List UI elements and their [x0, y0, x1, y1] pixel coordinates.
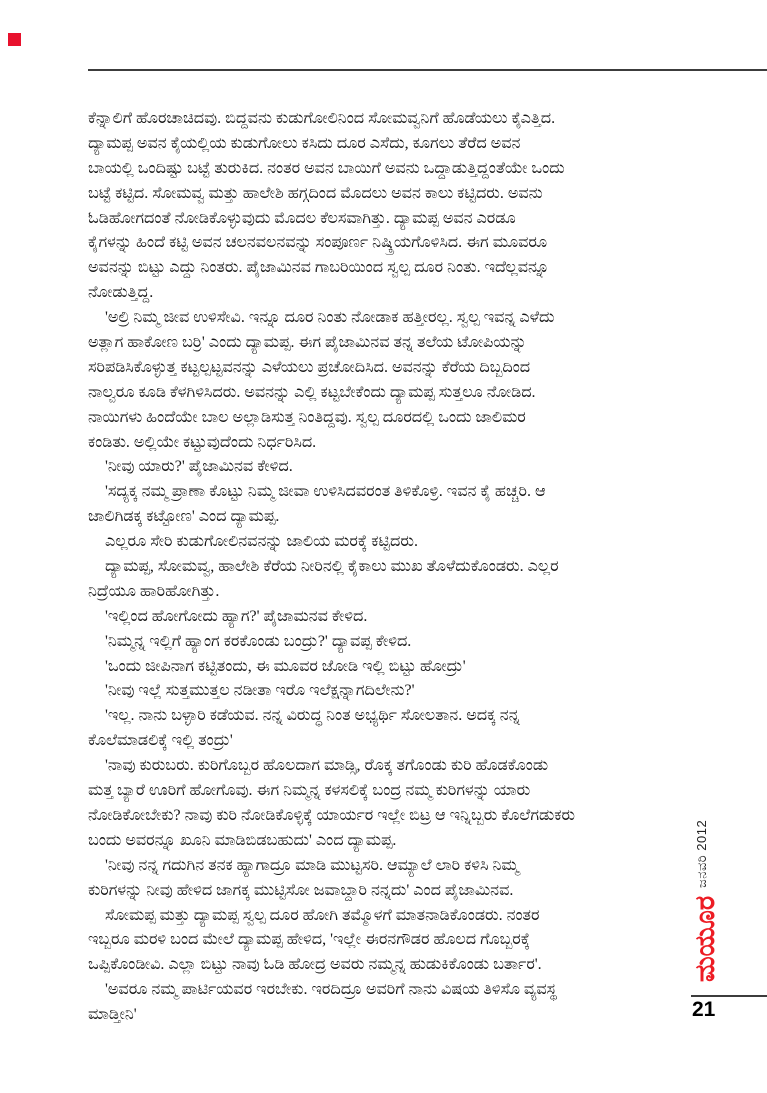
- text-line: ಅವನನ್ನು ಬಿಟ್ಟು ಎದ್ದು ನಿಂತರು. ಪೈಜಾಮಿನವ ಗಾಬರಿಯಿಂದ ಸ್ವಲ್ಪ ದೂರ ನಿಂತು. ಇದೆಲ್ಲವನ್ನೂ: [88, 259, 550, 277]
- text-line: ನಾಲ್ವರೂ ಕೂಡಿ ಕೆಳಗಿಳಿಸಿದರು. ಅವನನ್ನು ಎಲ್ಲಿ ಕಟ್ಟಬೇಕೆಂದು ದ್ಯಾಮಪ್ಪ ಸುತ್ತಲೂ ನೋಡಿದ.: [88, 383, 536, 401]
- text-line: 'ಸದ್ಯಕ್ಕ ನಮ್ಮ ಪ್ರಾಣಾ ಕೊಟ್ಟು ನಿಮ್ಮ ಜೀವಾ ಉಳಿಸಿದವರಂತ ತಿಳಿಕೊಳ್ರಿ. ಇವನ ಕೈ ಹಚ್ಚರಿ. ಆ: [105, 483, 546, 501]
- text-line: 'ಅವರೂ ನಮ್ಮ ಪಾರ್ಟಿಯವರ ಇರಬೇಕು. ಇರದಿದ್ರೂ ಅವರಿಗೆ ನಾನು ವಿಷಯ ತಿಳಿಸೊ ವ್ಯವಸ್ಥ: [105, 981, 557, 999]
- text-line: ಸರಿಪಡಿಸಿಕೊಳ್ಳುತ್ತ ಕಟ್ಟಲ್ಪಟ್ಟವನನ್ನು ಎಳೆಯಲು ಪ್ರಚೋದಿಸಿದ. ಅವನನ್ನು ಕೆರೆಯ ದಿಬ್ಬದಿಂದ: [88, 358, 531, 376]
- footer-divider-rule: [691, 995, 767, 997]
- text-line: ಸೋಮಪ್ಪ ಮತ್ತು ದ್ಯಾಮಪ್ಪ ಸ್ವಲ್ಪ ದೂರ ಹೋಗಿ ತಮ್ಮೊಳಗೆ ಮಾತನಾಡಿಕೊಂಡರು. ನಂತರ: [105, 906, 540, 924]
- text-line: 'ಇಲ್ಲಿಂದ ಹೋಗೋದು ಹ್ಯಾಗ?' ಪೈಜಾಮನವ ಕೇಳಿದ.: [105, 607, 368, 625]
- text-line: ನೋಡಿಕೋಬೇಕು? ನಾವು ಕುರಿ ನೋಡಿಕೊಳ್ಳಿಕ್ಕೆ ಯಾರ್ಯರ ಇಲ್ಲೇ ಬಿಟ್ರ ಆ ಇನ್ನಿಬ್ಬರು ಕೊಲೆಗಡುಕರು: [88, 806, 576, 824]
- text-line: 'ಅಲ್ರಿ ನಿಮ್ಮ ಜೀವ ಉಳಿಸೇವಿ. ಇನ್ನೂ ದೂರ ನಿಂತು ನೋಡಾಕ ಹತ್ತೀರಲ್ಲ. ಸ್ವಲ್ಪ ಇವನ್ನ ಎಳೆದು: [105, 309, 555, 327]
- magazine-title-vertical: ಮಯೂರ: [690, 895, 720, 982]
- top-divider-rule: [88, 69, 767, 71]
- text-line: ಅತ್ಲಾಗ ಹಾಕೋಣ ಬರ್ರಿ' ಎಂದು ದ್ಯಾಮಪ್ಪ. ಈಗ ಪೈಜಾಮಿನವ ತನ್ನ ತಲೆಯ ಟೋಪಿಯನ್ನು: [88, 334, 527, 352]
- text-line: ದ್ಯಾಮಪ್ಪ ಅವನ ಕೈಯಲ್ಲಿಯ ಕುಡುಗೋಲು ಕಸಿದು ದೂರ ಎಸೆದು, ಕೂಗಲು ತೆರೆದ ಅವನ: [88, 134, 521, 152]
- text-line: ಕೆನ್ನಾಲಿಗೆ ಹೊರಚಾಚಿದವು. ಬಿದ್ದವನು ಕುಡುಗೋಲಿನಿಂದ ಸೋಮವ್ವನಿಗೆ ಹೊಡೆಯಲು ಕೈಎತ್ತಿದ.: [88, 110, 556, 127]
- text-line: ಕೊಲೆಮಾಡಲಿಕ್ಕೆ ಇಲ್ಲಿ ತಂದ್ರು': [88, 732, 233, 750]
- text-line: 'ನೀವು ನನ್ನ ಗದುಗಿನ ತನಕ ಹ್ಯಾಗಾದ್ರೂ ಮಾಡಿ ಮುಟ್ಟಸರಿ. ಆಮ್ಯಾಲೆ ಲಾರಿ ಕಳಿಸಿ ನಿಮ್ಮ: [105, 856, 519, 874]
- text-line: ಕಂಡಿತು. ಅಲ್ಲಿಯೇ ಕಟ್ಟುವುದೆಂದು ನಿರ್ಧರಿಸಿದ.: [88, 433, 317, 451]
- text-line: 'ನಾವು ಕುರುಬರು. ಕುರಿಗೊಬ್ಬರ ಹೊಲದಾಗ ಮಾಡ್ಸಿ, ರೊಕ್ಕ ತಗೊಂಡು ಕುರಿ ಹೊಡಕೊಂಡು: [105, 757, 549, 775]
- text-line: ಮಾಡ್ತೀನಿ': [88, 1006, 137, 1024]
- text-line: ಬಂದು ಅವರನ್ನೂ ಖೂನಿ ಮಾಡಿಬಿಡಬಹುದು' ಎಂದ ದ್ಯಾಮಪ್ಪ.: [88, 831, 397, 849]
- text-line: 'ನಿಮ್ಮನ್ನ ಇಲ್ಲಿಗೆ ಹ್ಯಾಂಗ ಕರಕೊಂಡು ಬಂದ್ರು?' ದ್ಯಾವಪ್ಪ ಕೇಳಿದ.: [105, 632, 412, 650]
- text-line: ಜಾಲಿಗಿಡಕ್ಕ ಕಟ್ಟೋಣ' ಎಂದ ದ್ಯಾಮಪ್ಪ.: [88, 508, 280, 526]
- text-line: ನಾಯಿಗಳು ಹಿಂದೆಯೇ ಬಾಲ ಅಲ್ಲಾಡಿಸುತ್ತ ನಿಂತಿದ್ದವು. ಸ್ವಲ್ಪ ದೂರದಲ್ಲಿ ಒಂದು ಜಾಲಿಮರ: [88, 408, 526, 426]
- red-square-marker: [8, 33, 21, 46]
- text-line: ಬಾಯಲ್ಲಿ ಒಂದಿಷ್ಟು ಬಟ್ಟೆ ತುರುಕಿದ. ನಂತರ ಅವನ ಬಾಯಿಗೆ ಅವನು ಒದ್ದಾಡುತ್ತಿದ್ದಂತೆಯೇ ಒಂದು: [88, 159, 565, 177]
- text-line: 'ಒಂದು ಜೀಪಿನಾಗ ಕಟ್ಟಿತಂದು, ಈ ಮೂವರ ಜೋಡಿ ಇಲ್ಲಿ ಬಿಟ್ಟು ಹೋದ್ರು': [105, 657, 466, 675]
- text-line: ಬಟ್ಟೆ ಕಟ್ಟಿದ. ಸೋಮವ್ವ ಮತ್ತು ಹಾಲೇಶಿ ಹಗ್ಗದಿಂದ ಮೊದಲು ಅವನ ಕಾಲು ಕಟ್ಟಿದರು. ಅವನು: [88, 184, 543, 202]
- text-line: 'ನೀವು ಇಲ್ಲೆ ಸುತ್ತಮುತ್ತಲ ನಡೀತಾ ಇರೊ ಇಲೆಕ್ಷನ್ನಾಗದಿಲೇನು?': [105, 682, 415, 700]
- text-line: ದ್ಯಾಮಪ್ಪ, ಸೋಮವ್ವ, ಹಾಲೇಶಿ ಕೆರೆಯ ನೀರಿನಲ್ಲಿ ಕೈಕಾಲು ಮುಖ ತೊಳೆದುಕೊಂಡರು. ಎಲ್ಲರ: [105, 558, 559, 576]
- text-line: ಮತ್ತ ಬ್ಯಾರೆ ಊರಿಗೆ ಹೋಗೊವು. ಈಗ ನಿಮ್ಮನ್ನ ಕಳಸಲಿಕ್ಕೆ ಬಂದ್ರ ನಮ್ಮ ಕುರಿಗಳನ್ನು ಯಾರು: [88, 782, 531, 800]
- text-line: ಇಬ್ಬರೂ ಮರಳಿ ಬಂದ ಮೇಲೆ ದ್ಯಾಮಪ್ಪ ಹೇಳಿದ, 'ಇಲ್ಲೇ ಈರನಗೌಡರ ಹೊಲದ ಗೊಬ್ಬರಕ್ಕೆ: [88, 931, 531, 949]
- text-line: ನಿದ್ರೆಯೂ ಹಾರಿಹೋಗಿತ್ತು.: [88, 582, 220, 600]
- text-line: 'ನೀವು ಯಾರು?' ಪೈಜಾಮಿನವ ಕೇಳಿದ.: [105, 458, 293, 476]
- text-line: 'ಇಲ್ಲ. ನಾನು ಬಳ್ಳಾರಿ ಕಡೆಯವ. ನನ್ನ ವಿರುದ್ಧ ನಿಂತ ಅಭ್ಯರ್ಥಿ ಸೋಲತಾನ. ಅದಕ್ಕ ನನ್ನ: [105, 707, 520, 725]
- text-line: ನೋಡುತ್ತಿದ್ದ.: [88, 284, 154, 302]
- issue-date-vertical: ಜನವರಿ 2012: [694, 819, 709, 888]
- text-line: ಓಡಿಹೋಗದಂತೆ ನೋಡಿಕೊಳ್ಳುವುದು ಮೊದಲ ಕೆಲಸವಾಗಿತ್ತು. ದ್ಯಾಮಪ್ಪ ಅವನ ಎರಡೂ: [88, 209, 516, 227]
- text-line: ಕುರಿಗಳನ್ನು ನೀವು ಹೇಳಿದ ಜಾಗಕ್ಕ ಮುಟ್ಟಿಸೋ ಜವಾಬ್ದಾರಿ ನನ್ನದು' ಎಂದ ಪೈಜಾಮಿನವ.: [88, 881, 514, 899]
- text-line: ಎಲ್ಲರೂ ಸೇರಿ ಕುಡುಗೋಲಿನವನನ್ನು ಜಾಲಿಯ ಮರಕ್ಕೆ ಕಟ್ಟಿದರು.: [105, 533, 418, 551]
- page-number: 21: [692, 998, 716, 1021]
- text-column: [88, 107, 668, 1028]
- text-line: ಒಪ್ಪಿಕೊಂಡೀವಿ. ಎಲ್ಲಾ ಬಿಟ್ಟು ನಾವು ಓಡಿ ಹೋದ್ರ ಅವರು ನಮ್ಮನ್ನ ಹುಡುಕಿಕೊಂಡು ಬರ್ತಾರ'.: [88, 956, 542, 974]
- text-line: ಕೈಗಳನ್ನು ಹಿಂದೆ ಕಟ್ಟಿ ಅವನ ಚಲನವಲನವನ್ನು ಸಂಪೂರ್ಣ ನಿಷ್ಕ್ರಿಯಗೊಳಿಸಿದ. ಈಗ ಮೂವರೂ: [88, 234, 548, 252]
